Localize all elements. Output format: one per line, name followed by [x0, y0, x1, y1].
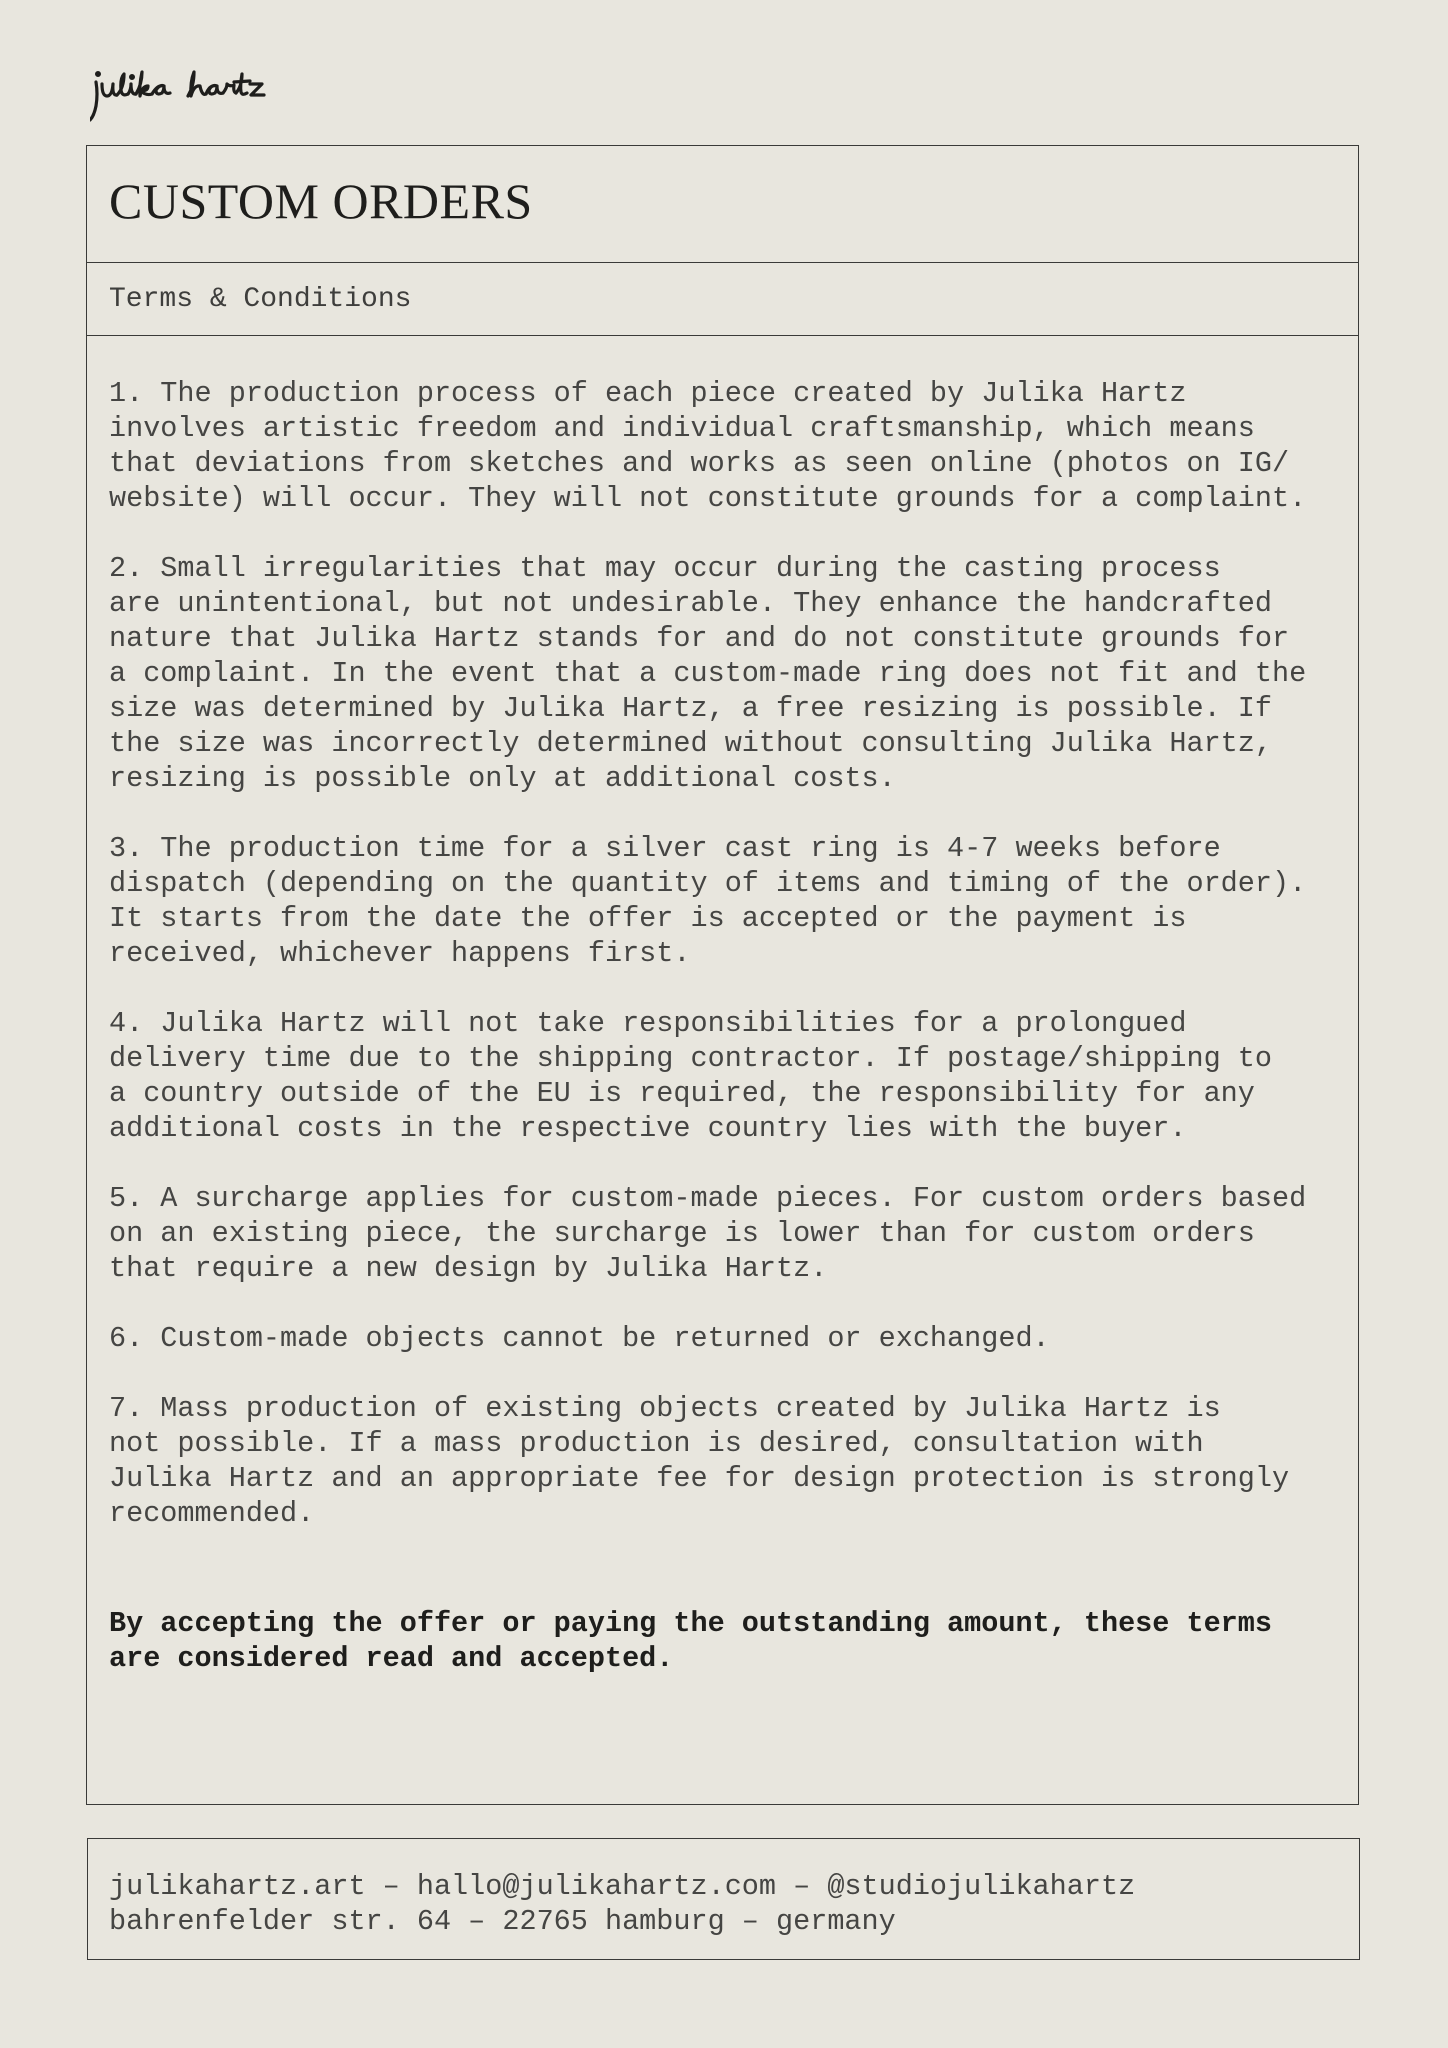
- terms-content: [87, 336, 1358, 1676]
- term-item: 7. Mass production of existing objects created by Julika Hartz is not possible. If a mass production is desired, consultation with Julika Hartz and an appropriate fee for design protection is strongly recommended.: [109, 1392, 1290, 1530]
- term-item: 2. Small irregularities that may occur during the casting process are unintentional, but not undesirable. They enhance the handcrafted nature that Julika Hartz stands for and do not constitute grounds for a complaint. In the event that a custom-made ring does not fit and the size was determined by Julika Hartz, a free resizing is possible. If the size was incorrectly determined without consulting Julika Hartz, resizing is possible only at additional costs.: [109, 552, 1307, 795]
- term-item: 1. The production process of each piece created by Julika Hartz involves artistic freedom and individual craftsmanship, which means that deviations from sketches and works as seen online (photos on IG/ website) will occur. They will not constitute grounds for a complaint.: [109, 377, 1307, 515]
- brand-logo: [90, 68, 320, 128]
- title-row: [87, 146, 1358, 263]
- signature-logo-icon: [90, 68, 320, 128]
- page-subtitle: Terms & Conditions: [109, 284, 412, 315]
- acceptance-statement: By accepting the offer or paying the outstanding amount, these terms are considered read and accepted.: [109, 1607, 1272, 1675]
- contact-line: julikahartz.art – hallo@julikahartz.com – @studiojulikahartz: [109, 1870, 1136, 1903]
- page-title: CUSTOM ORDERS: [109, 173, 533, 229]
- contact-footer: [87, 1838, 1360, 1960]
- term-item: 3. The production time for a silver cast ring is 4-7 weeks before dispatch (depending on the quantity of items and timing of the order). It starts from the date the offer is accepted or the payment is received, whichever happens first.: [109, 832, 1307, 970]
- terms-panel: [86, 145, 1359, 1805]
- term-item: 6. Custom-made objects cannot be returned or exchanged.: [109, 1322, 1050, 1355]
- address-line: bahrenfelder str. 64 – 22765 hamburg – germany: [109, 1905, 896, 1938]
- subtitle-row: [87, 263, 1358, 336]
- term-item: 4. Julika Hartz will not take responsibilities for a prolongued delivery time due to the shipping contractor. If postage/shipping to a country outside of the EU is required, the responsibility for any additional costs in the respective country lies with the buyer.: [109, 1007, 1272, 1145]
- term-item: 5. A surcharge applies for custom-made pieces. For custom orders based on an existing piece, the surcharge is lower than for custom orders that require a new design by Julika Hartz.: [109, 1182, 1307, 1285]
